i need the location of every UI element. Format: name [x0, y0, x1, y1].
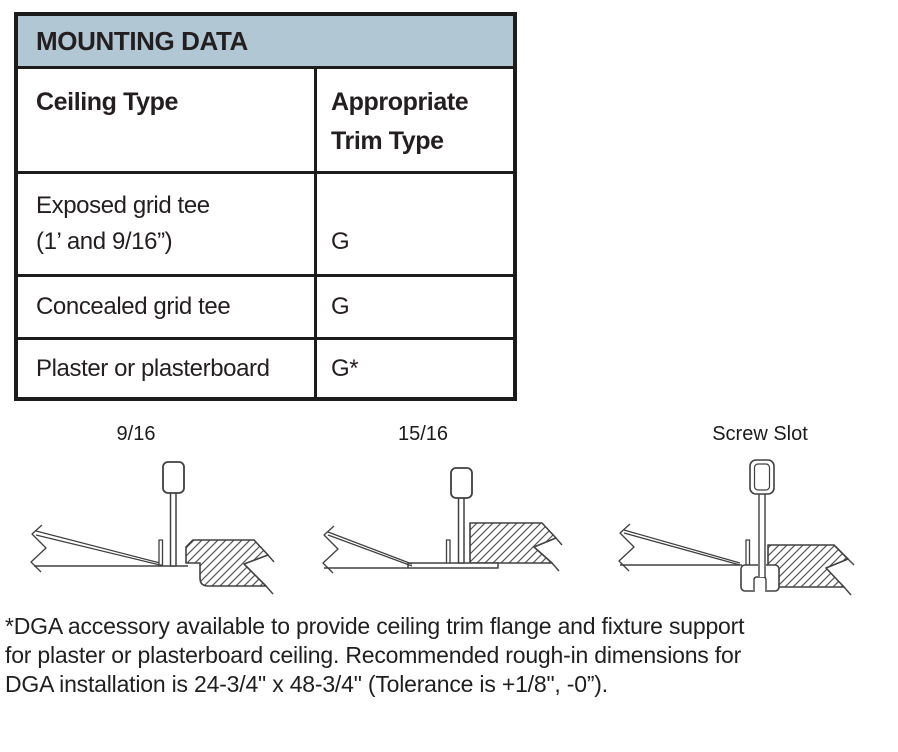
ceiling-type-cell [18, 277, 314, 340]
tee-flange [408, 563, 498, 568]
hold-down-clip [159, 540, 163, 565]
diagram-label-screw-slot [685, 423, 835, 449]
trim-flange-top [36, 531, 160, 565]
trim-type-cell [314, 277, 513, 340]
footnote-line2: for plaster or plasterboard ceiling. Recommended rough-in dimensions for [5, 642, 742, 668]
footnote-line1: *DGA accessory available to provide ceiling trim flange and fixture support [5, 613, 745, 639]
row2-ceiling-line1: Concealed grid tee [36, 293, 231, 320]
tee-bulb [163, 462, 184, 493]
col-header-trim-type [314, 69, 513, 174]
mounting-data-table [14, 12, 517, 401]
ceiling-type-cell [18, 340, 314, 397]
footnote-line3: DGA installation is 24-3/4" x 48-3/4" (Tolerance is +1/8", -0”). [5, 671, 608, 697]
label-screw-slot: Screw Slot [712, 423, 808, 445]
trim-type-cell [314, 340, 513, 397]
ceiling-type-cell [18, 174, 314, 277]
trim-flange-top [328, 532, 412, 566]
ceiling-tile-hatch [186, 540, 268, 586]
table-title-bar [18, 16, 513, 69]
diagram-label-15-16 [348, 423, 498, 449]
hold-down-clip [746, 540, 750, 565]
trim-flange-top [624, 530, 740, 565]
row1-trim-value: G [331, 228, 350, 255]
tee-stem [459, 496, 465, 563]
ceiling-tile-hatch [470, 523, 556, 563]
row3-ceiling-line1: Plaster or plasterboard [36, 354, 270, 382]
tee-stem [171, 490, 177, 566]
footnote [5, 612, 885, 699]
table-title: MOUNTING DATA [36, 25, 248, 56]
label-15-16: 15/16 [397, 423, 449, 445]
grid-tee-15-16-diagram [300, 452, 580, 607]
grid-tee-9-16-diagram [10, 452, 290, 607]
col-header-ceiling-type [18, 69, 314, 174]
ceiling-type-header-label: Ceiling Type [36, 88, 178, 116]
trim-type-header-line2: Trim Type [331, 127, 444, 155]
table-body [18, 69, 513, 397]
label-9-16: 9/16 [116, 423, 156, 445]
tee-bulb [451, 468, 472, 498]
hollow-bulb-outer [750, 460, 774, 494]
row2-trim-value: G [331, 293, 350, 320]
screw-slot-tee-diagram [600, 452, 880, 607]
ceiling-tile-hatch [768, 545, 848, 587]
row1-ceiling-line1: Exposed grid tee [36, 192, 210, 219]
row1-ceiling-line2: (1’ and 9/16”) [36, 228, 173, 255]
diagram-label-9-16 [61, 423, 211, 449]
trim-type-header-line1: Appropriate [331, 88, 469, 116]
trim-type-cell [314, 174, 513, 277]
row3-trim-value: G* [331, 354, 359, 382]
hold-down-clip [447, 540, 451, 563]
